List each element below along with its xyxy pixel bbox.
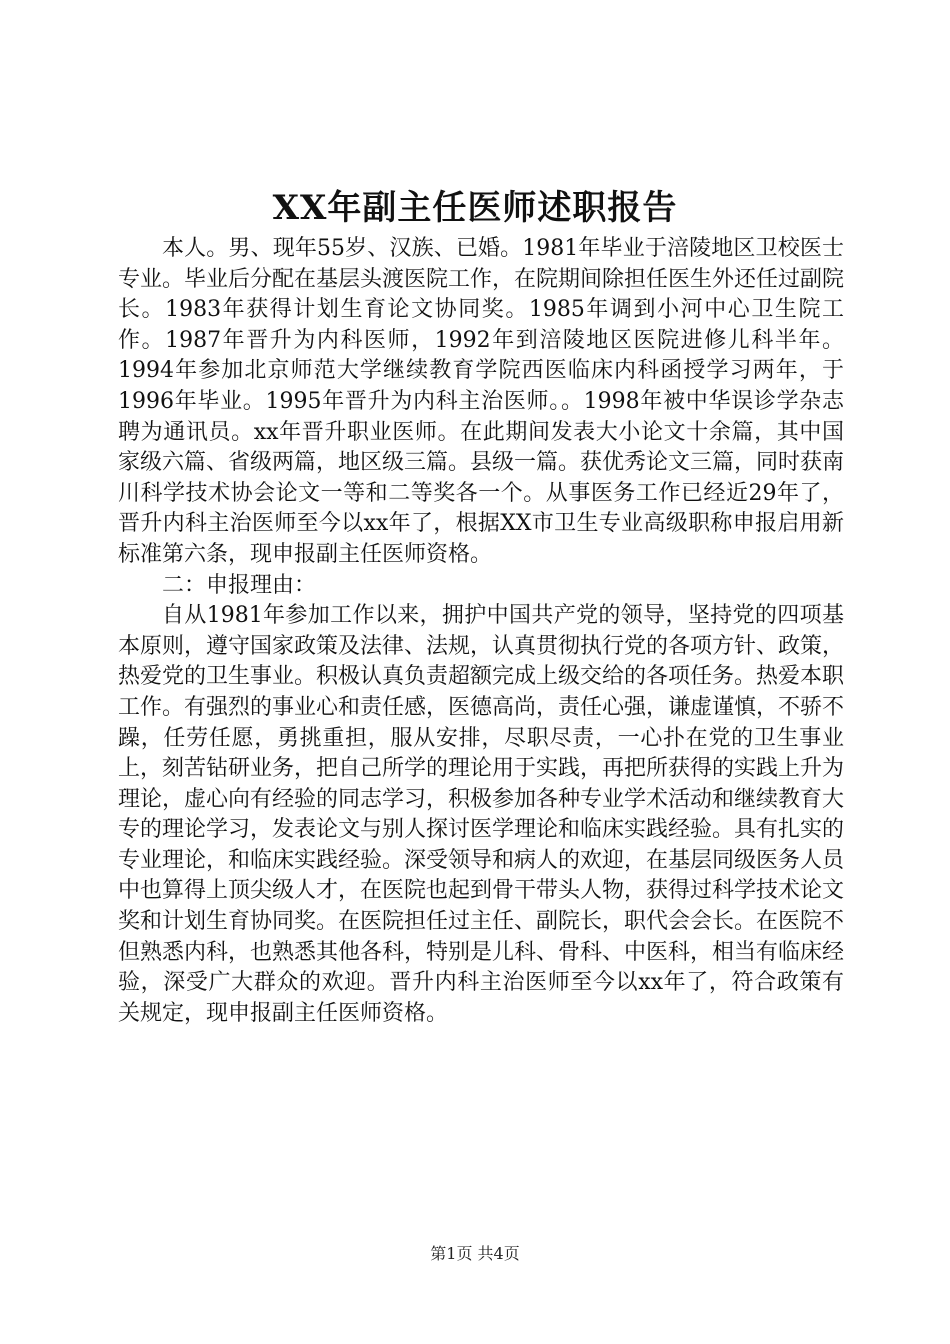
section-heading-reasons: 二：申报理由： (162, 572, 317, 598)
page-number-footer: 第1页 共4页 (430, 1244, 520, 1263)
paragraph-reasons: 自从1981年参加工作以来，拥护中国共产党的领导，坚持党的四项基本原则，遵守国家政策及法律、法规，认真贯彻执行党的各项方针、政策，热爱党的卫生事业。积极认真负责超额完成上级交给的各项任务。热爱本职工作。有强烈的事业心和责任感，医德高尚，责任心强，谦虚谨慎，不骄不躁，任劳任愿，勇挑重担，服从安排，尽职尽责，一心扑在党的卫生事业上，刻苦钻研业务，把自己所学的理论用于实践，再把所获得的实践上升为理论，虚心向有经验的同志学习，积极参加各种专业学术活动和继续教育大专的理论学习，发表论文与别人探讨医学理论和临床实践经验。具有扎实的专业理论，和临床实践经验。深受领导和病人的欢迎，在基层同级医务人员中也算得上顶尖级人才，在医院也起到骨干带头人物，获得过科学技术论文奖和计划生育协同奖。在医院担任过主任、副院长，职代会会长。在医院不但熟悉内科，也熟悉其他各科，特别是儿科、骨科、中医科，相当有临床经验，深受广大群众的欢迎。晋升内科主治医师至今以xx年了，符合政策有关规定，现申报副主任医师资格。 (118, 603, 845, 1026)
document-body (118, 234, 844, 1029)
paragraph-personal-history: 本人。男、现年55岁、汉族、已婚。1981年毕业于涪陵地区卫校医士专业。毕业后分配在基层头渡医院工作，在院期间除担任医生外还任过副院长。1983年获得计划生育论文协同奖。1985年调到小河中心卫生院工作。1987年晋升为内科医师，1992年到涪陵地区医院进修儿科半年。1994年参加北京师范大学继续教育学院西医临床内科函授学习两年，于1996年毕业。1995年晋升为内科主治医师。。1998年被中华误诊学杂志聘为通讯员。xx年晋升职业医师。在此期间发表大小论文十余篇，其中国家级六篇、省级两篇，地区级三篇。县级一篇。获优秀论文三篇，同时获南川科学技术协会论文一等和二等奖各一个。从事医务工作已经近29年了，晋升内科主治医师至今以xx年了，根据XX市卫生专业高级职称申报启用新标准第六条，现申报副主任医师资格。 (118, 236, 845, 567)
document-title: XX年副主任医师述职报告 (272, 188, 678, 228)
